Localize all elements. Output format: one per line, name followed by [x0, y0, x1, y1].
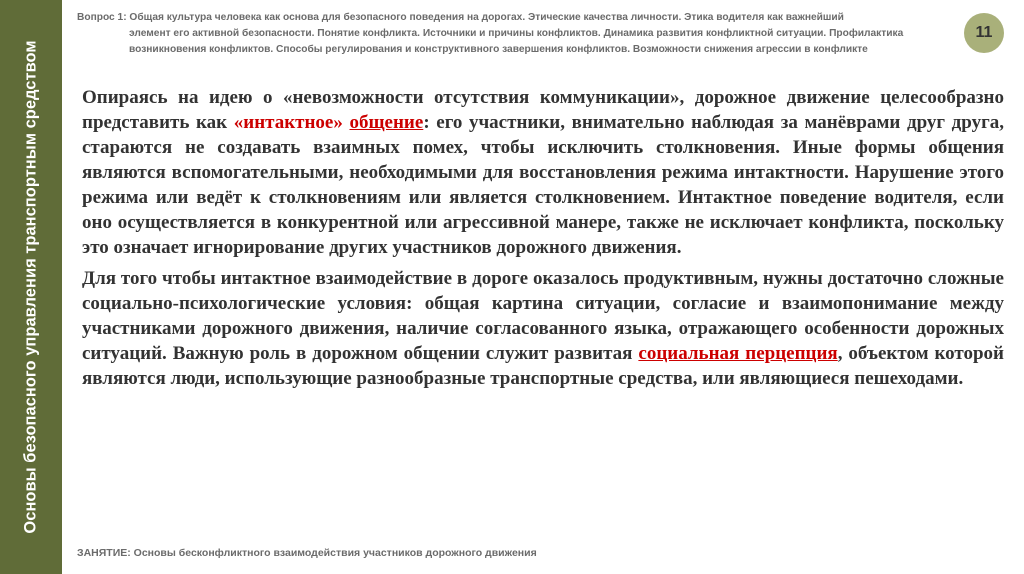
header-question-first: Вопрос 1: Общая культура человека как основа для безопасного поведения на дорогах. Этические качества личности. Этика водителя как важнейший — [77, 12, 844, 23]
paragraph-1-highlight-b: общение — [349, 112, 424, 133]
slide-header — [77, 10, 957, 58]
paragraph-2-highlight: социальная перцепция — [638, 343, 838, 364]
slide-footer: ЗАНЯТИЕ: Основы бесконфликтного взаимодействия участников дорожного движения — [77, 547, 537, 559]
page-number-badge — [964, 13, 1004, 53]
sidebar — [0, 0, 62, 574]
page-number: 11 — [975, 24, 993, 41]
slide-content — [82, 85, 1004, 397]
paragraph-1-highlight-a: «интактное» — [233, 112, 350, 133]
paragraph-2-text-a: Для того чтобы интактное взаимодействие в дороге оказалось продуктивным, нужны достаточно сложные социально-психологические условия: общая картина ситуации, согласие и взаимопонимание между участниками дорожного движения, наличие согласованного языка, отражающего особенности дорожных ситуаций. Важную роль в дорожном общении служит развитая — [82, 268, 1004, 364]
header-question-rest: элемент его активной безопасности. Понятие конфликта. Источники и причины конфликтов. Динамика развития конфликтной ситуации. Профилактика возникновения конфликтов. Способы регулирования и конструктивного завершения конфликтов. Возможности снижения агрессии в конфликте — [129, 28, 904, 55]
paragraph-1-text-a: Опираясь на идею о «невозможности отсутствия коммуникации», дорожное движение целесообразно представить как — [82, 87, 1004, 133]
paragraph-2-text-b: , объектом которой являются люди, использующие разнообразные транспортные средства, или являющиеся пешеходами. — [82, 343, 1004, 389]
sidebar-title: Основы безопасного управления транспортным средством — [21, 40, 40, 534]
paragraph-1-text-b: : его участники, внимательно наблюдая за манёврами друг друга, стараются не создавать взаимных помех, чтобы исключить столкновения. Иные формы общения являются вспомогательными, необходимыми для восстановления режима интактности. Нарушение этого режима или ведёт к столкновениям или является столкновением. Интактное поведение водителя, если оно осуществляется в конкурентной или агрессивной манере, также не исключает конфликта, поскольку это означает игнорирование других участников дорожного движения. — [82, 112, 1004, 258]
paragraph-1 — [82, 85, 1004, 260]
paragraph-2 — [82, 266, 1004, 391]
